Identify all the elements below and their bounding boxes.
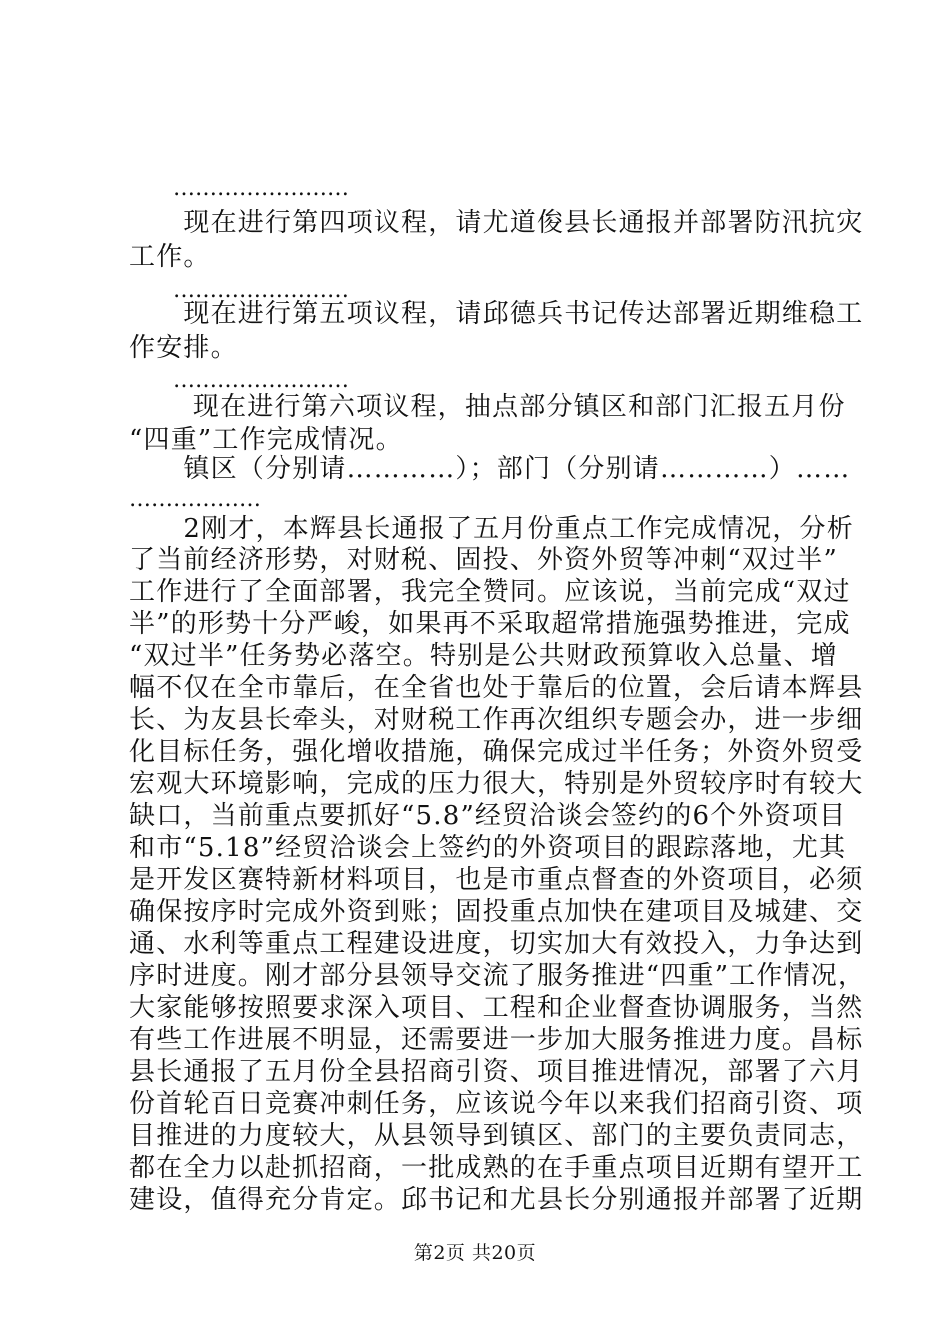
text-line: 了当前经济形势，对财税、固投、外资外贸等冲刺“双过半” [129, 545, 838, 575]
text-line: 序时进度。刚才部分县领导交流了服务推进“四重”工作情况， [129, 961, 866, 991]
text-line: 通、水利等重点工程建设进度，切实加大有效投入，力争达到 [129, 929, 864, 959]
separator-dots: …………………… [129, 368, 350, 393]
text-line: 现在进行第五项议程，请邱德兵书记传达部署近期维稳工 [129, 299, 864, 329]
separator-dots: …………………… [129, 176, 350, 201]
text-line: 工作进行了全面部署，我完全赞同。应该说，当前完成“双过 [129, 577, 851, 607]
text-line: 建设，值得充分肯定。邱书记和尤县长分别通报并部署了近期 [129, 1185, 864, 1215]
text-line: 现在进行第四项议程，请尤道俊县长通报并部署防汛抗灾 [129, 208, 864, 238]
text-line: 缺口，当前重点要抓好“5.8”经贸洽谈会签约的6个外资项目 [129, 801, 847, 831]
text-line: 有些工作进展不明显，还需要进一步加大服务推进力度。昌标 [129, 1025, 864, 1055]
text-line: 县长通报了五月份全县招商引资、项目推进情况，部署了六月 [129, 1057, 864, 1087]
text-line: 确保按序时完成外资到账；固投重点加快在建项目及城建、交 [129, 897, 864, 927]
text-line: 都在全力以赴抓招商，一批成熟的在手重点项目近期有望开工 [129, 1153, 864, 1183]
text-line: 作安排。 [129, 333, 238, 363]
text-line: 是开发区赛特新材料项目，也是市重点督查的外资项目，必须 [129, 865, 864, 895]
text-line: 化目标任务，强化增收措施，确保完成过半任务；外资外贸受 [129, 737, 864, 767]
text-line: 大家能够按照要求深入项目、工程和企业督查协调服务，当然 [129, 993, 864, 1023]
text-line: 工作。 [129, 242, 211, 272]
text-line: 和市“5.18”经贸洽谈会上签约的外资项目的跟踪落地，尤其 [129, 833, 847, 863]
text-line: 宏观大环境影响，完成的压力很大，特别是外贸较序时有较大 [129, 769, 864, 799]
text-line: 2刚才，本辉县长通报了五月份重点工作完成情况，分析 [129, 514, 854, 544]
page-footer: 第2页 共20页 [413, 1242, 537, 1264]
text-line: 半”的形势十分严峻，如果再不采取超常措施强势推进，完成 [129, 609, 851, 639]
text-line: 长、为友县长牵头，对财税工作再次组织专题会办，进一步细 [129, 705, 864, 735]
text-line: 现在进行第六项议程，抽点部分镇区和部门汇报五月份 [129, 392, 846, 422]
text-line: 镇区（分别请…………）；部门（分别请…………）…… [129, 454, 851, 484]
text-line: 目推进的力度较大，从县领导到镇区、部门的主要负责同志， [129, 1121, 864, 1151]
separator-dots: ……………… [129, 487, 261, 512]
text-line: 幅不仅在全市靠后，在全省也处于靠后的位置，会后请本辉县 [129, 673, 864, 703]
separator-dots: …………………… [129, 278, 350, 303]
text-line: “双过半”任务势必落空。特别是公共财政预算收入总量、增 [129, 641, 838, 671]
text-line: “四重”工作完成情况。 [129, 425, 403, 455]
text-line: 份首轮百日竞赛冲刺任务，应该说今年以来我们招商引资、项 [129, 1089, 864, 1119]
